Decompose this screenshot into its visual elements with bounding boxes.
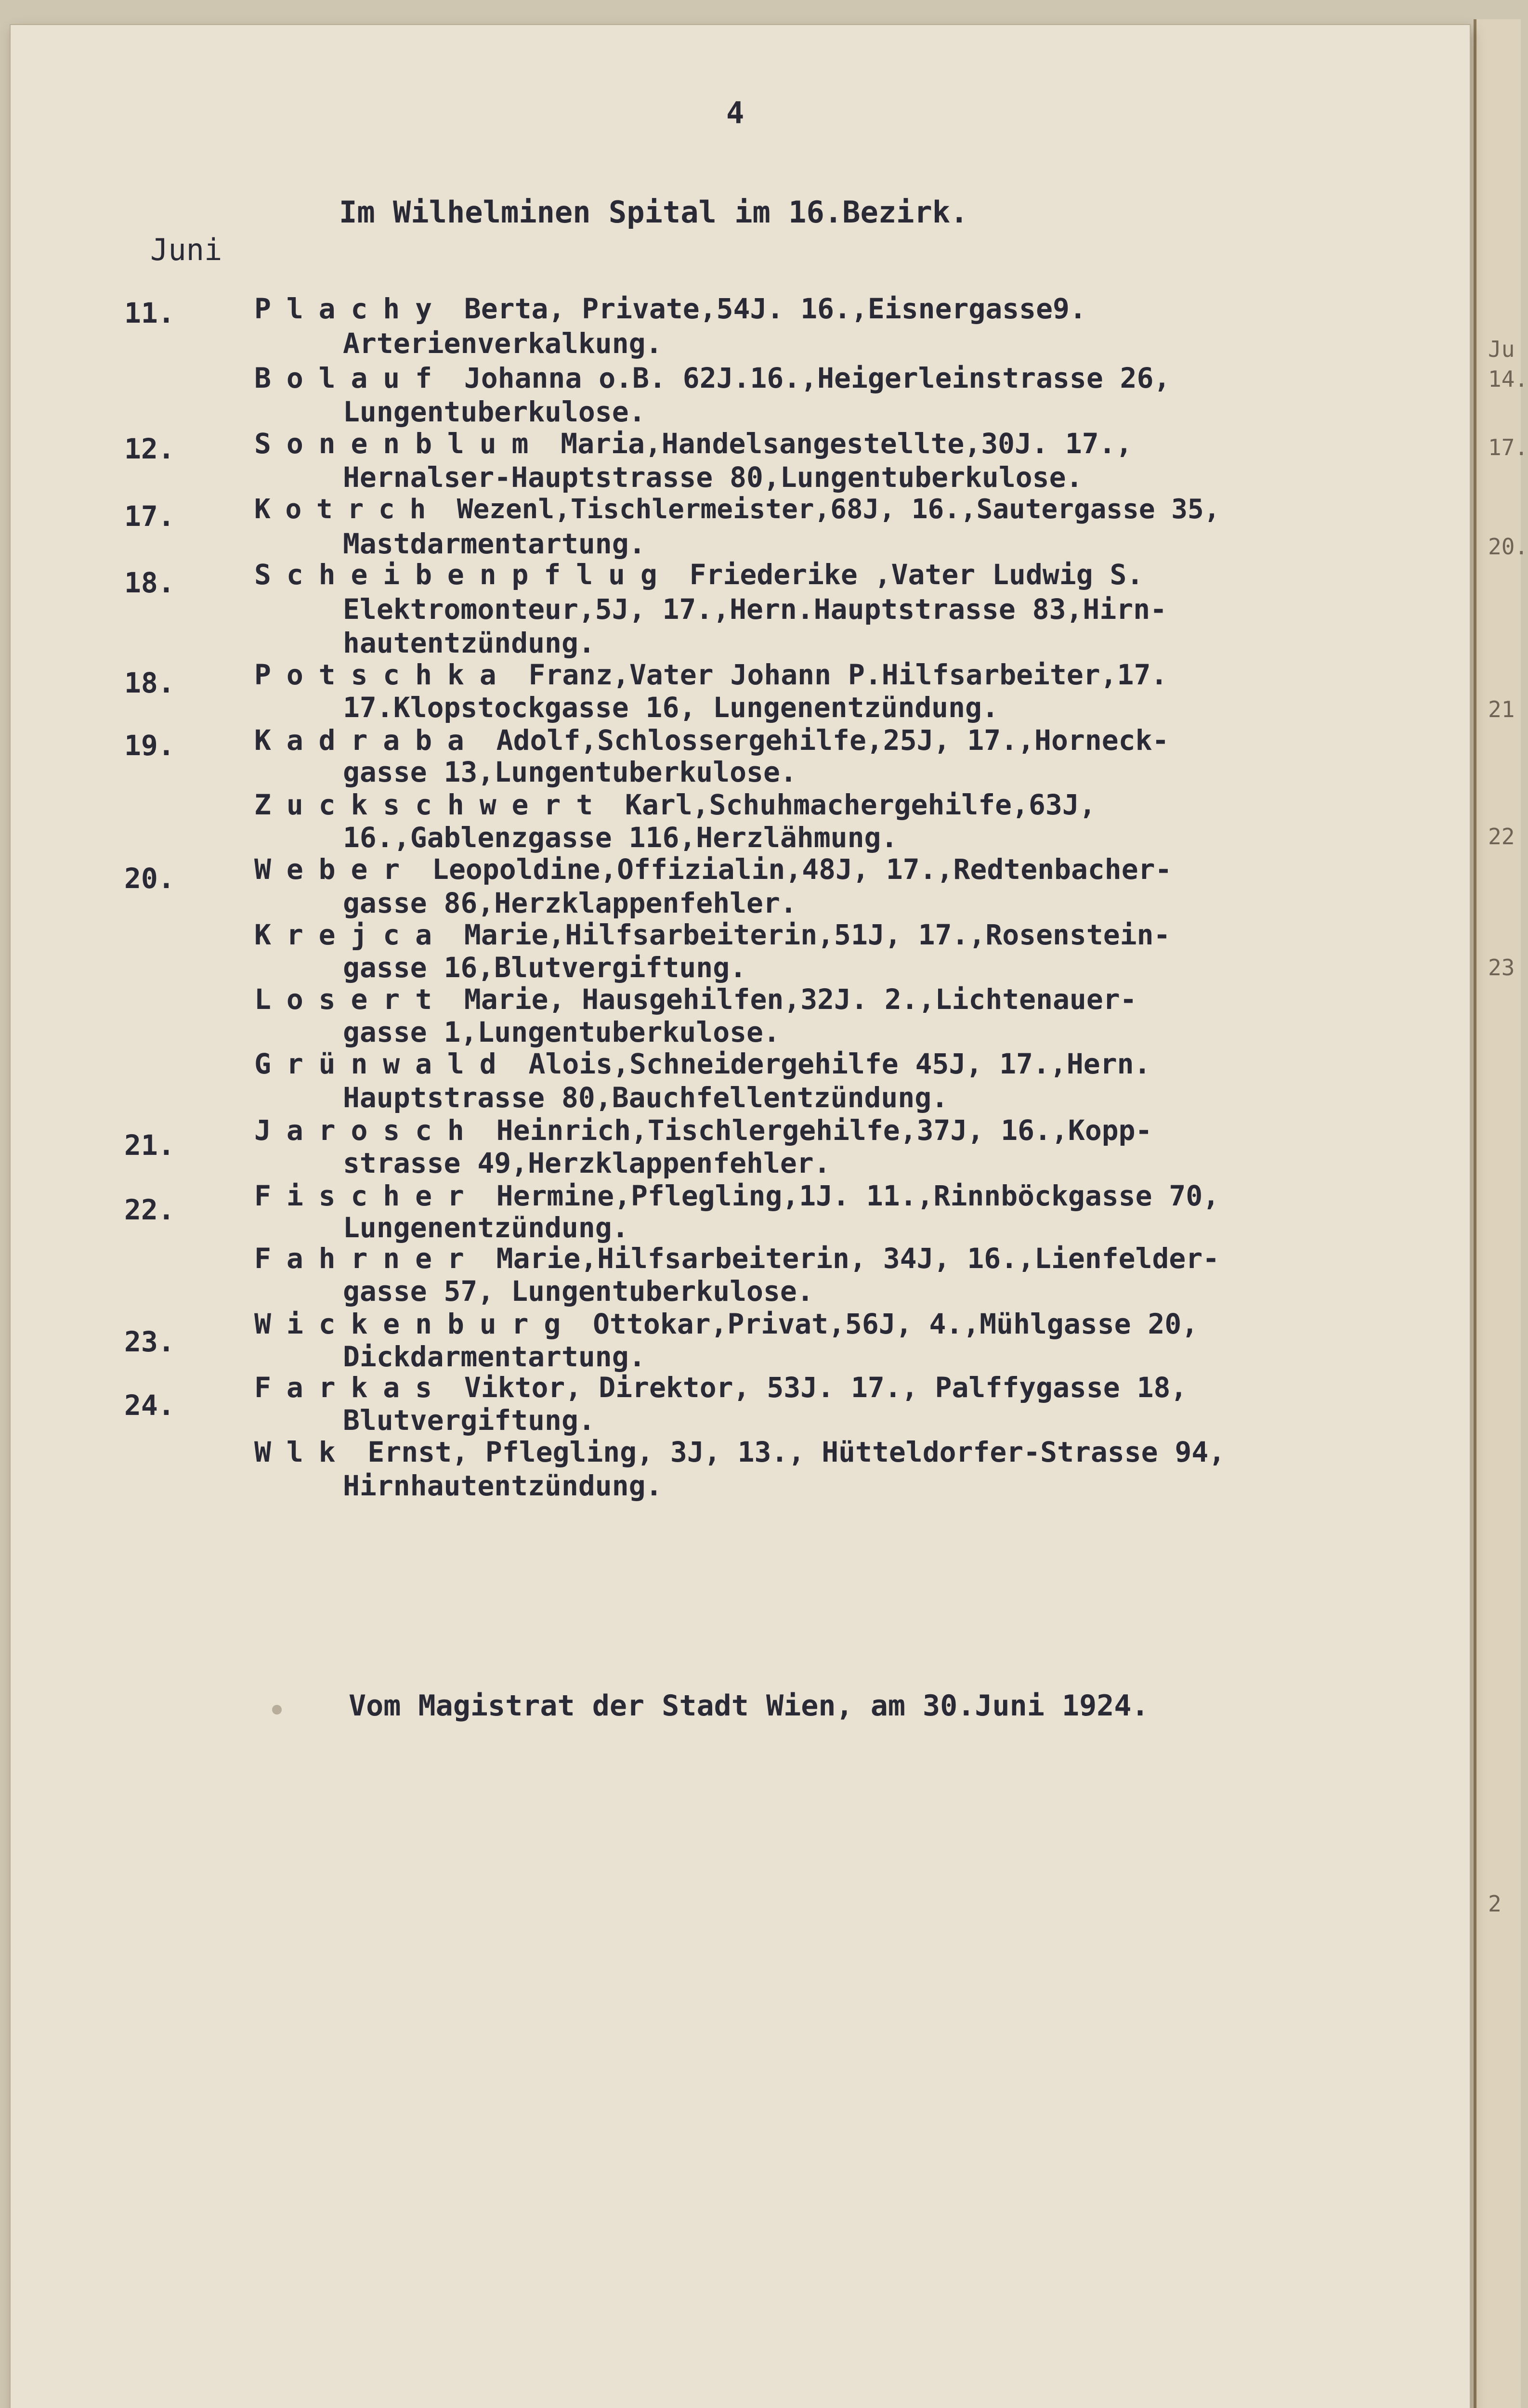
entry-details: Hermine,Pflegling,1J. 11.,Rinnböckgasse 70,	[479, 1179, 1220, 1212]
entry-date: 18.	[124, 667, 175, 699]
entry-details: Leopoldine,Offizialin,48J, 17.,Redtenbacher-	[415, 853, 1172, 886]
entry-date: 24.	[124, 1389, 175, 1422]
entry-continuation: 16.,Gablenzgasse 116,Herzlähmung.	[343, 821, 898, 854]
entry-continuation: Mastdarmentartung.	[343, 527, 646, 560]
adjacent-page-text: Ju	[1488, 336, 1515, 362]
entry-surname: Krejca	[254, 918, 447, 951]
entry-details: Karl,Schuhmachergehilfe,63J,	[608, 788, 1096, 821]
entry-details: Adolf,Schlossergehilfe,25J, 17.,Horneck-	[479, 724, 1169, 757]
entry-surname: Kotrch	[254, 494, 441, 525]
entry-continuation: hautentzündung.	[343, 627, 595, 659]
entry-surname: Sonenblum	[254, 427, 544, 460]
entry-details: Marie, Hausgehilfen,32J. 2.,Lichtenauer-	[447, 983, 1137, 1016]
register-entry	[254, 918, 1171, 951]
adjacent-page-text: 2	[1488, 1891, 1502, 1917]
entry-continuation: 17.Klopstockgasse 16, Lungenentzündung.	[343, 691, 999, 724]
register-entry	[254, 788, 1096, 821]
entry-continuation: gasse 16,Blutvergiftung.	[343, 951, 747, 984]
entry-details: Marie,Hilfsarbeiterin,51J, 17.,Rosenstein-	[447, 918, 1171, 951]
paper-spot	[272, 1705, 282, 1714]
entry-date: 18.	[124, 566, 175, 599]
entry-details: Maria,Handelsangestellte,30J. 17.,	[544, 427, 1133, 460]
register-entry	[254, 1438, 1225, 1466]
entry-surname: Fischer	[254, 1179, 480, 1212]
entry-date: 21.	[124, 1129, 175, 1162]
adjacent-page-text: 22	[1488, 824, 1515, 850]
entry-date: 22.	[124, 1193, 175, 1226]
entry-date: 12.	[124, 432, 175, 465]
entry-continuation: gasse 13,Lungentuberkulose.	[343, 756, 797, 788]
entry-date: 23.	[124, 1325, 175, 1358]
entry-surname: Wlk	[254, 1436, 351, 1468]
register-entry	[254, 1242, 1220, 1275]
adjacent-page-text: 21	[1488, 696, 1515, 722]
entry-surname: Kadraba	[254, 724, 480, 757]
adjacent-page-text: 20.	[1488, 534, 1528, 560]
entry-continuation: Elektromonteur,5J, 17.,Hern.Hauptstrasse 83,Hirn-	[343, 593, 1167, 626]
page-number: 4	[726, 95, 744, 131]
entry-surname: Potschka	[254, 658, 512, 691]
entry-details: Heinrich,Tischlergehilfe,37J, 16.,Kopp-	[479, 1114, 1152, 1147]
entry-continuation: Dickdarmentartung.	[343, 1340, 646, 1373]
register-entry	[254, 658, 1168, 691]
register-entry	[254, 364, 1170, 392]
entry-surname: Weber	[254, 853, 416, 886]
entry-details: Ottokar,Privat,56J, 4.,Mühlgasse 20,	[576, 1308, 1199, 1340]
register-entry	[254, 558, 1144, 591]
register-entry	[254, 1310, 1198, 1338]
entry-surname: Jarosch	[254, 1114, 480, 1147]
register-entry	[254, 1179, 1220, 1212]
register-entry	[254, 1371, 1188, 1404]
entry-details: Wezenl,Tischlermeister,68J, 16.,Sautergasse 35,	[441, 494, 1220, 525]
entry-continuation: gasse 86,Herzklappenfehler.	[343, 887, 797, 919]
entry-details: Viktor, Direktor, 53J. 17., Palffygasse 18,	[447, 1371, 1188, 1404]
entry-date: 20.	[124, 862, 175, 895]
entry-continuation: Hirnhautentzündung.	[343, 1469, 663, 1502]
entry-continuation: strasse 49,Herzklappenfehler.	[343, 1147, 831, 1179]
entry-continuation: Lungentuberkulose.	[343, 395, 646, 428]
register-entry	[254, 292, 1086, 325]
entry-surname: Wickenburg	[254, 1308, 576, 1340]
entry-surname: Plachy	[254, 292, 447, 325]
entry-details: Berta, Private,54J. 16.,Eisnergasse9.	[447, 292, 1086, 325]
register-entry	[254, 496, 1220, 523]
entry-continuation: Arterienverkalkung.	[343, 327, 663, 360]
entry-date: 17.	[124, 500, 175, 533]
entry-surname: Zuckschwert	[254, 788, 609, 821]
entry-details: Alois,Schneidergehilfe 45J, 17.,Hern.	[511, 1047, 1151, 1080]
entry-surname: Scheibenpflug	[254, 558, 673, 591]
adjacent-page-text: 17.	[1488, 434, 1528, 460]
register-entry	[254, 724, 1169, 757]
entry-surname: Losert	[254, 983, 447, 1016]
adjacent-page-text: 14.	[1488, 366, 1528, 392]
month-label: Juni	[150, 232, 222, 267]
entry-continuation: Hernalser-Hauptstrasse 80,Lungentuberkulose.	[343, 461, 1083, 494]
entry-date: 11.	[124, 297, 175, 329]
entry-continuation: gasse 57, Lungentuberkulose.	[343, 1275, 814, 1308]
entry-details: Johanna o.B. 62J.16.,Heigerleinstrasse 26,	[447, 362, 1171, 394]
register-entry	[254, 1047, 1151, 1080]
adjacent-page-edge	[1474, 19, 1528, 2408]
footer-signature-line: Vom Magistrat der Stadt Wien, am 30.Juni 1924.	[349, 1689, 1149, 1723]
entry-surname: Farkas	[254, 1371, 447, 1404]
entry-date: 19.	[124, 729, 175, 762]
entry-continuation: Blutvergiftung.	[343, 1404, 595, 1437]
register-entry	[254, 1114, 1152, 1147]
adjacent-page-text: 23	[1488, 955, 1515, 981]
register-entry	[254, 853, 1172, 886]
entry-continuation: Lungenentzündung.	[343, 1211, 629, 1244]
entry-continuation: gasse 1,Lungentuberkulose.	[343, 1016, 780, 1048]
entry-continuation: Hauptstrasse 80,Bauchfellentzündung.	[343, 1081, 949, 1114]
entry-details: Ernst, Pflegling, 3J, 13., Hütteldorfer-Strasse 94,	[351, 1436, 1226, 1468]
entry-details: Friederike ,Vater Ludwig S.	[672, 558, 1144, 591]
register-entry	[254, 427, 1133, 460]
entry-details: Marie,Hilfsarbeiterin, 34J, 16.,Lienfelder-	[479, 1242, 1220, 1275]
page-heading: Im Wilhelminen Spital im 16.Bezirk.	[339, 195, 968, 230]
entry-surname: Grünwald	[254, 1047, 512, 1080]
entry-surname: Bolauf	[254, 362, 447, 394]
register-entry	[254, 983, 1137, 1016]
entry-details: Franz,Vater Johann P.Hilfsarbeiter,17.	[511, 658, 1168, 691]
entry-surname: Fahrner	[254, 1242, 480, 1275]
